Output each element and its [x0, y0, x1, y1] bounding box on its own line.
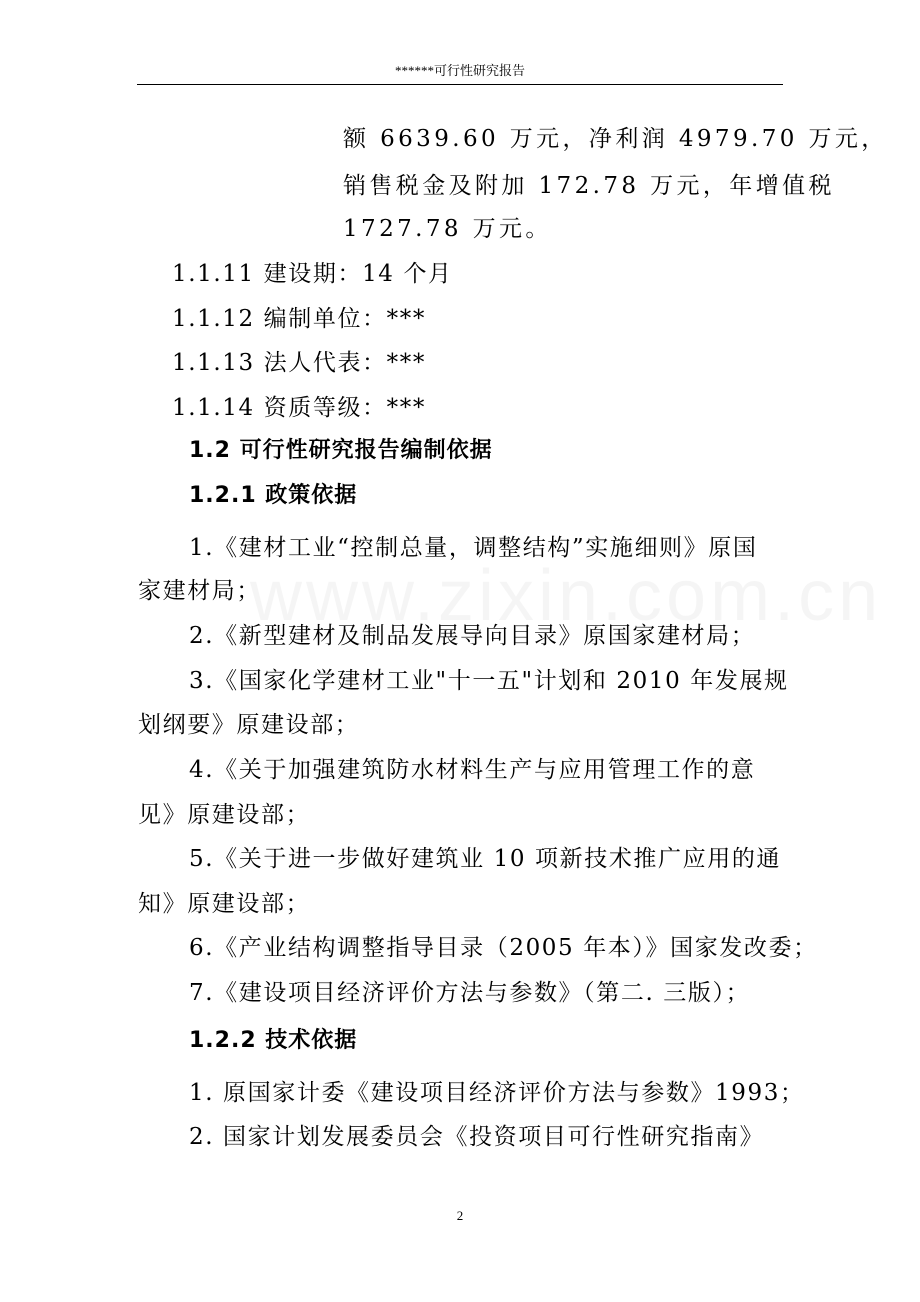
policy-line: 见》原建设部； — [138, 802, 311, 828]
header-divider — [137, 84, 783, 85]
policy-line: 6.《产业结构调整指导目录（2005 年本）》国家发改委； — [189, 935, 818, 961]
item-qualification-grade: 1.1.14 资质等级：*** — [172, 395, 426, 421]
policy-line: 5.《关于进一步做好建筑业 10 项新技术推广应用的通 — [189, 846, 782, 872]
tech-line: 2. 国家计划发展委员会《投资项目可行性研究指南》 — [189, 1124, 765, 1150]
policy-line: 知》原建设部； — [138, 891, 311, 917]
item-legal-representative: 1.1.13 法人代表：*** — [172, 350, 426, 376]
running-header: ******可行性研究报告 — [394, 63, 525, 78]
policy-line: 家建材局； — [138, 578, 261, 604]
policy-line: 3.《国家化学建材工业"十一五"计划和 2010 年发展规 — [189, 668, 789, 694]
subsection-title: 1.2.1 政策依据 — [189, 483, 358, 508]
policy-line: 划纲要》原建设部； — [138, 712, 360, 738]
subsection-title: 1.2.2 技术依据 — [189, 1028, 358, 1053]
continuation-line: 额 6639.60 万元，净利润 4979.70 万元， — [343, 126, 888, 152]
policy-line: 4.《关于加强建筑防水材料生产与应用管理工作的意 — [189, 757, 756, 783]
policy-line: 7.《建设项目经济评价方法与参数》（第二. 三版）； — [189, 980, 751, 1006]
tech-line: 1. 原国家计委《建设项目经济评价方法与参数》1993； — [189, 1080, 805, 1106]
policy-line: 1.《建材工业“控制总量，调整结构”实施细则》原国 — [189, 535, 758, 561]
section-title: 1.2 可行性研究报告编制依据 — [189, 438, 493, 463]
continuation-line: 销售税金及附加 172.78 万元，年增值税 — [343, 173, 835, 199]
continuation-line: 1727.78 万元。 — [343, 216, 552, 242]
item-construction-period: 1.1.11 建设期：14 个月 — [172, 261, 453, 287]
policy-line: 2.《新型建材及制品发展导向目录》原国家建材局； — [189, 623, 756, 649]
item-compiling-unit: 1.1.12 编制单位：*** — [172, 306, 426, 332]
page-number: 2 — [456, 1208, 464, 1223]
